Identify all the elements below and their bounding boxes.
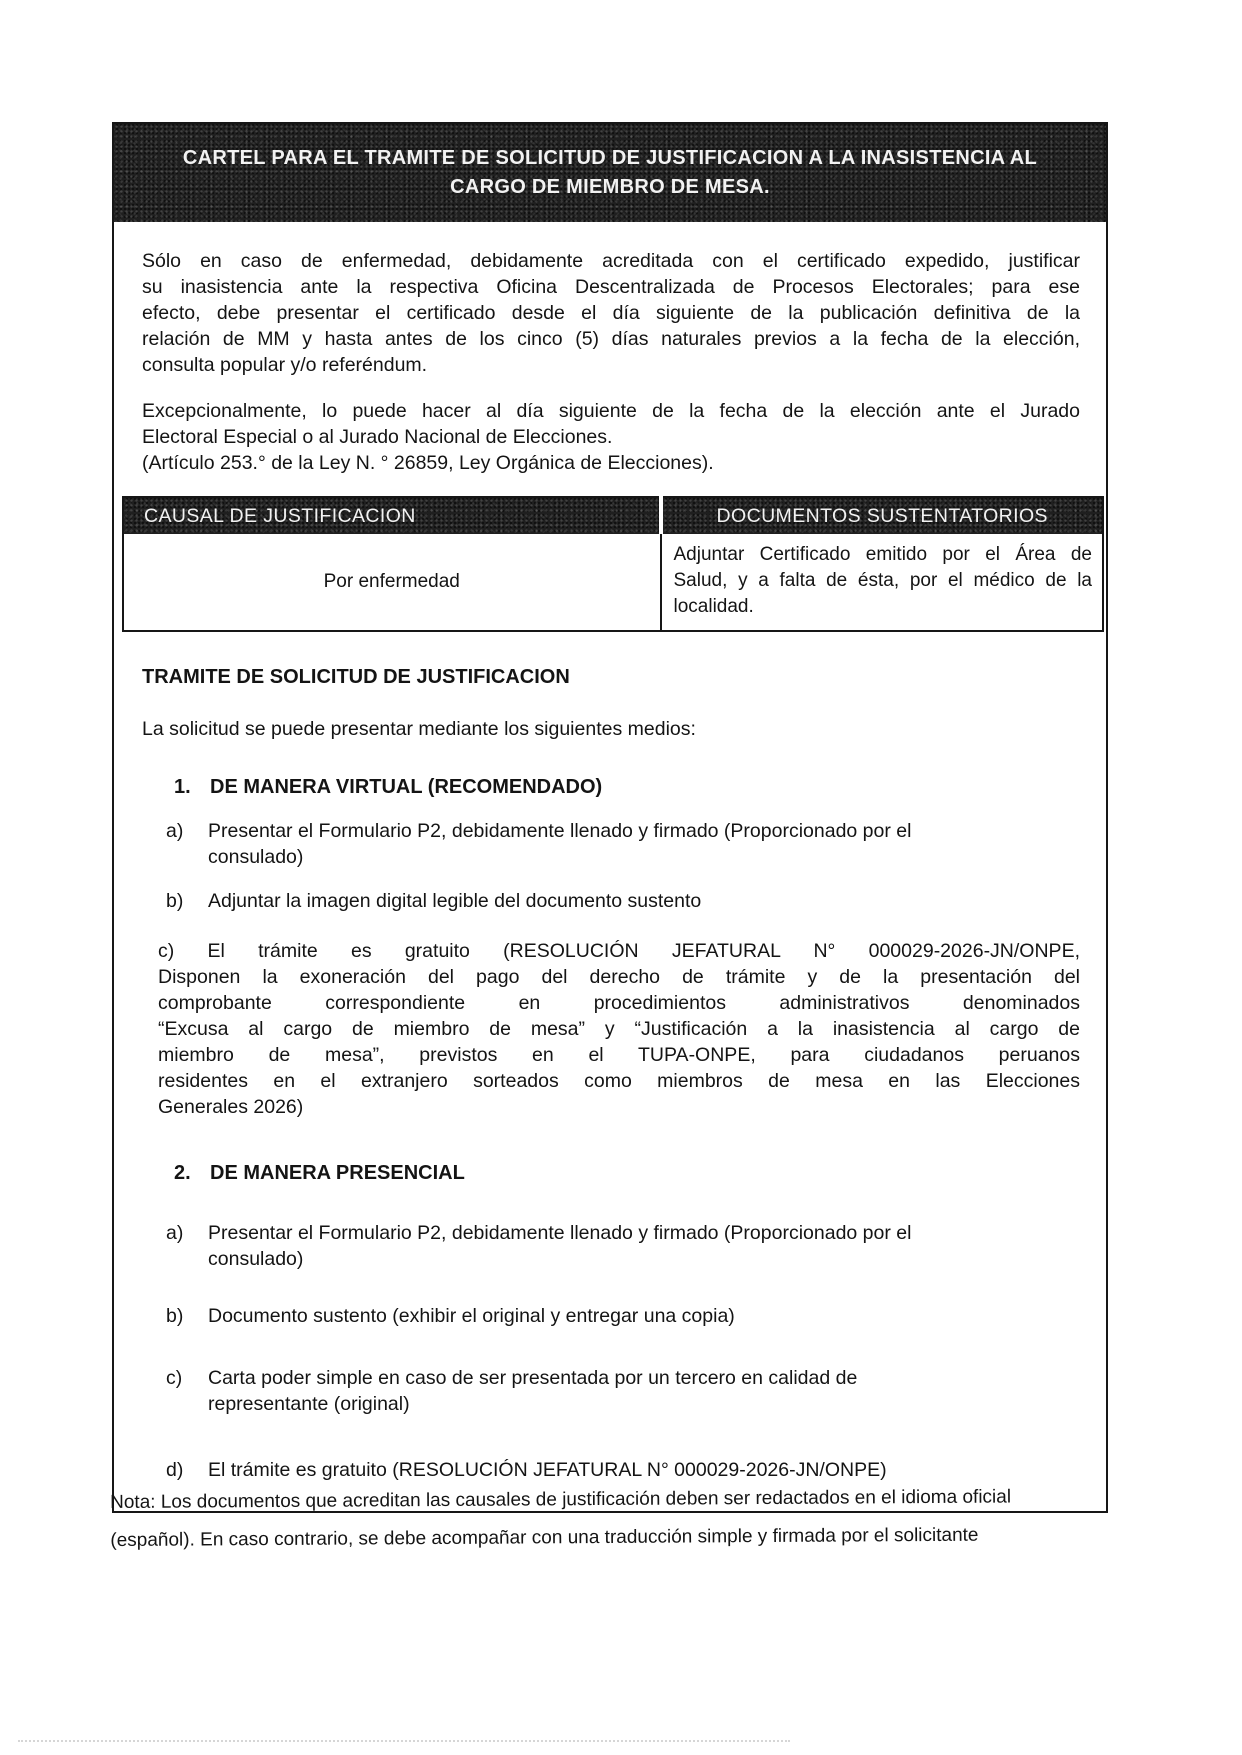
item-2c-line: representante (original) — [208, 1393, 410, 1415]
item-2d-line: El trámite es gratuito (RESOLUCIÓN JEFATURAL N° 000029-2026-JN/ONPE) — [208, 1459, 887, 1481]
section-2-number: 2. — [174, 1162, 191, 1184]
table-header-row — [123, 497, 1103, 534]
item-1a-line: Presentar el Formulario P2, debidamente llenado y firmado (Proporcionado por el — [208, 820, 912, 842]
item-2a-marker: a) — [166, 1222, 184, 1244]
item-1c-line: Disponen la exoneración del pago del derecho de trámite y de la presentación del — [158, 966, 1080, 988]
item-2d-marker: d) — [166, 1459, 184, 1481]
section-1-label: DE MANERA VIRTUAL (RECOMENDADO) — [210, 776, 603, 798]
item-1c — [158, 938, 1080, 1120]
item-1c-line: c) El trámite es gratuito (RESOLUCIÓN JEFATURAL N° 000029-2026-JN/ONPE, — [158, 940, 1080, 962]
item-1a-line: consulado) — [208, 846, 304, 868]
item-2c-line: Carta poder simple en caso de ser presentada por un tercero en calidad de — [208, 1367, 858, 1389]
table-row — [123, 534, 1103, 631]
item-2b-line: Documento sustento (exhibir el original y entregar una copia) — [208, 1305, 735, 1327]
table-header-causal: CAUSAL DE JUSTIFICACION — [123, 497, 661, 534]
bottom-dotted-line — [18, 1740, 790, 1742]
law-reference: (Artículo 253.° de la Ley N. ° 26859, Ley Orgánica de Elecciones). — [142, 452, 714, 474]
note-line-2: (español). En caso contrario, se debe acompañar con una traducción simple y firmada por el solicitante — [110, 1524, 979, 1551]
item-2a-line: Presentar el Formulario P2, debidamente llenado y firmado (Proporcionado por el — [208, 1222, 912, 1244]
exception-line: Excepcionalmente, lo puede hacer al día siguiente de la fecha de la elección ante el Jurado — [142, 400, 1080, 422]
procedure-heading: TRAMITE DE SOLICITUD DE JUSTIFICACION — [142, 666, 570, 688]
item-2a — [166, 1220, 1080, 1272]
title-line-1: CARTEL PARA EL TRAMITE DE SOLICITUD DE JUSTIFICACION A LA INASISTENCIA AL — [182, 147, 1038, 169]
section-1-number: 1. — [174, 776, 191, 798]
item-1a — [166, 818, 1080, 870]
item-2b-marker: b) — [166, 1305, 184, 1327]
item-1b-line: Adjuntar la imagen digital legible del documento sustento — [208, 890, 702, 912]
title-banner — [114, 124, 1106, 222]
cell-documentos — [661, 534, 1104, 631]
cell-causal: Por enfermedad — [123, 534, 661, 631]
item-2c-marker: c) — [166, 1367, 183, 1389]
intro-line: efecto, debe presentar el certificado desde el día siguiente de la publicación definitiva de la — [142, 302, 1080, 324]
intro-paragraph — [142, 248, 1080, 378]
intro-line: Sólo en caso de enfermedad, debidamente acreditada con el certificado expedido, justificar — [142, 250, 1080, 272]
cell-documentos-line: Adjuntar Certificado emitido por el Área de — [673, 544, 1092, 565]
item-1b — [166, 888, 1080, 914]
document-content — [114, 222, 1106, 1483]
document-border-box — [110, 122, 1108, 1551]
item-1c-line: Generales 2026) — [158, 1096, 304, 1118]
item-1c-line: “Excusa al cargo de miembro de mesa” y “Justificación a la inasistencia al cargo de — [158, 1018, 1080, 1040]
cell-documentos-line: Salud, y a falta de ésta, por el médico de la — [673, 570, 1092, 591]
item-2a-line: consulado) — [208, 1248, 304, 1270]
intro-line: relación de MM y hasta antes de los cinco (5) días naturales previos a la fecha de la elección, — [142, 328, 1080, 350]
section-1-title — [174, 774, 1080, 800]
item-2c — [166, 1365, 1080, 1417]
item-1a-marker: a) — [166, 820, 184, 842]
cell-documentos-line: localidad. — [673, 596, 754, 617]
note-line-1: Nota: Los documentos que acreditan las causales de justificación deben ser redactados en el idioma oficial — [110, 1486, 1012, 1513]
intro-line: su inasistencia ante la respectiva Oficina Descentralizada de Procesos Electorales; para ese — [142, 276, 1080, 298]
item-2b — [166, 1303, 1080, 1329]
item-1b-marker: b) — [166, 890, 184, 912]
intro-line: consulta popular y/o referéndum. — [142, 354, 428, 376]
section-2-title — [174, 1160, 1080, 1186]
item-1c-line: comprobante correspondiente en procedimientos administrativos denominados — [158, 992, 1080, 1014]
exception-paragraph — [142, 398, 1080, 476]
title-line-2: CARGO DE MIEMBRO DE MESA. — [450, 176, 770, 198]
bottom-note — [110, 1478, 1114, 1560]
item-1c-line: miembro de mesa”, previstos en el TUPA-ONPE, para ciudadanos peruanos — [158, 1044, 1080, 1066]
procedure-intro: La solicitud se puede presentar mediante los siguientes medios: — [142, 718, 696, 740]
section-2-label: DE MANERA PRESENCIAL — [210, 1162, 465, 1184]
exception-line: Electoral Especial o al Jurado Nacional de Elecciones. — [142, 426, 613, 448]
table-header-documentos: DOCUMENTOS SUSTENTATORIOS — [661, 497, 1104, 534]
justification-table — [122, 496, 1104, 632]
item-1c-line: residentes en el extranjero sorteados como miembros de mesa en las Elecciones — [158, 1070, 1080, 1092]
